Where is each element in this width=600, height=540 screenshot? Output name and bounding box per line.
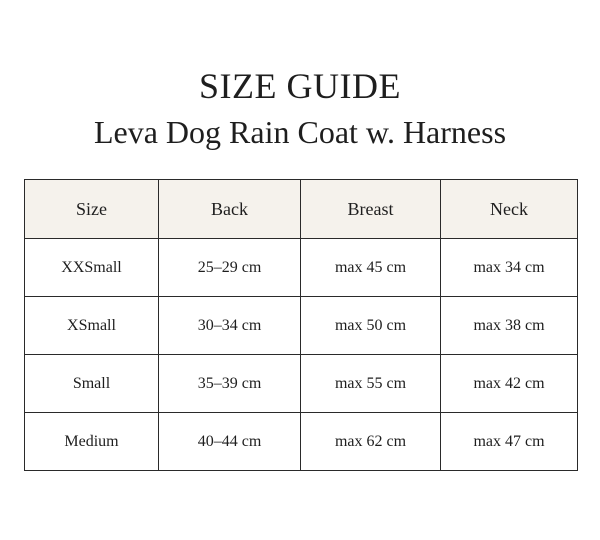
table-row: [25, 413, 578, 471]
column-header-back: Back: [159, 180, 301, 239]
breast-cell: max 55 cm: [301, 355, 441, 413]
size-cell: Small: [25, 355, 159, 413]
page-title: SIZE GUIDE: [199, 66, 401, 106]
back-cell: 25–29 cm: [159, 239, 301, 297]
table-row: [25, 239, 578, 297]
breast-cell: max 50 cm: [301, 297, 441, 355]
neck-cell: max 47 cm: [441, 413, 578, 471]
table-row: [25, 355, 578, 413]
column-header-breast: Breast: [301, 180, 441, 239]
size-cell: Medium: [25, 413, 159, 471]
table-header: [25, 180, 578, 239]
column-header-neck: Neck: [441, 180, 578, 239]
product-subtitle: Leva Dog Rain Coat w. Harness: [93, 114, 507, 150]
back-cell: 30–34 cm: [159, 297, 301, 355]
size-table-container: [24, 179, 577, 469]
size-cell: XSmall: [25, 297, 159, 355]
breast-cell: max 62 cm: [301, 413, 441, 471]
header-row: [25, 180, 578, 239]
size-cell: XXSmall: [25, 239, 159, 297]
column-header-size: Size: [25, 180, 159, 239]
neck-cell: max 34 cm: [441, 239, 578, 297]
size-table: [24, 179, 578, 471]
neck-cell: max 38 cm: [441, 297, 578, 355]
table-row: [25, 297, 578, 355]
breast-cell: max 45 cm: [301, 239, 441, 297]
table-body: [25, 239, 578, 471]
neck-cell: max 42 cm: [441, 355, 578, 413]
back-cell: 35–39 cm: [159, 355, 301, 413]
back-cell: 40–44 cm: [159, 413, 301, 471]
